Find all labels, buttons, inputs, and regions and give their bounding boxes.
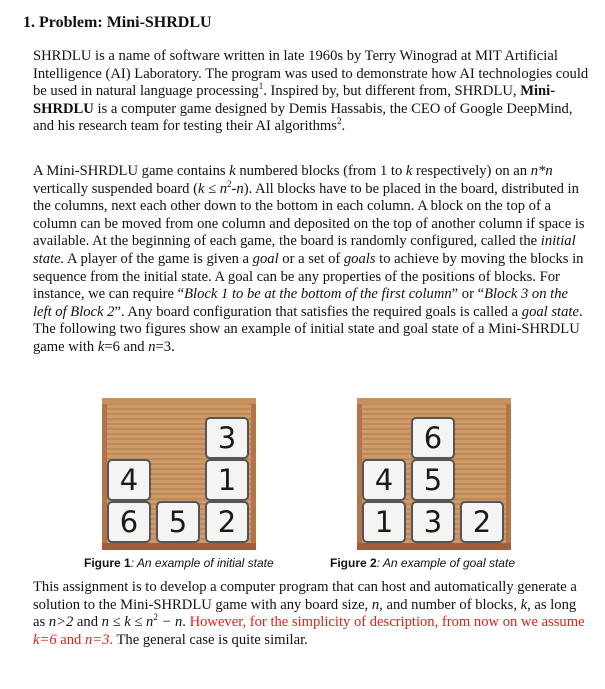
goal-state-board: [357, 398, 511, 550]
block-4[interactable]: 4: [362, 459, 406, 501]
block-3[interactable]: 3: [411, 501, 455, 543]
block-6[interactable]: 6: [411, 417, 455, 459]
block-3[interactable]: 3: [205, 417, 249, 459]
section-heading: 1. Problem: Mini-SHRDLU: [23, 14, 212, 31]
block-2[interactable]: 2: [205, 501, 249, 543]
block-5[interactable]: 5: [156, 501, 200, 543]
intro-paragraph: SHRDLU is a name of software written in late 1960s by Terry Winograd at MIT Artificial Intelligence (AI) Laboratory. The program was used to demonstrate how AI technologies could be used in natural language processing$^1$. Inspired by, but different from, SHRDLU, Mini-SHRDLU is a computer game designed by Demis Hassabis, the CEO of Google DeepMind, and his research team for testing their AI algorithms$^2$.: [33, 48, 589, 135]
figure-2-caption: Figure 2: An example of goal state: [330, 556, 515, 570]
footnote-1[interactable]: 1: [258, 81, 264, 92]
assignment-paragraph: This assignment is to develop a computer program that can host and automatically generate a solution to the Mini-SHRDLU game with any board size, n, and number of blocks, k, as long as n>2 and $n \le k \le n^2 - n$. However, for the simplicity of description, from now on we assume k=6 and n=3. The general case is quite similar.: [33, 579, 585, 648]
initial-state-board: [102, 398, 256, 550]
block-6[interactable]: 6: [107, 501, 151, 543]
block-5[interactable]: 5: [411, 459, 455, 501]
block-4[interactable]: 4: [107, 459, 151, 501]
figure-1-caption: Figure 1: An example of initial state: [84, 556, 274, 570]
footnote-2[interactable]: 2: [336, 116, 342, 127]
block-1[interactable]: 1: [205, 459, 249, 501]
game-description-paragraph: A Mini-SHRDLU game contains k numbered blocks (from 1 to k respectively) on an n*n vertically suspended board $(k \le n^2-n)$. All blocks have to be placed in the board, distributed in the columns, next each other down to the bottom in each column. A block on the top of a column can be moved from one column and deposited on the top of another column if space is available. At the beginning of each game, the board is randomly configured, called the initial state. A player of the game is given a goal or a set of goals to achieve by moving the blocks in sequence from the initial state. A goal can be any properties of the positions of blocks. For instance, we can require “Block 1 to be at the bottom of the first column” or “Block 3 on the left of Block 2”. Any board configuration that satisfies the required goals is called a goal state. The following two figures show an example of initial state and goal state of a Mini-SHRDLU game with k=6 and n=3.: [33, 163, 585, 355]
block-1[interactable]: 1: [362, 501, 406, 543]
block-2[interactable]: 2: [460, 501, 504, 543]
